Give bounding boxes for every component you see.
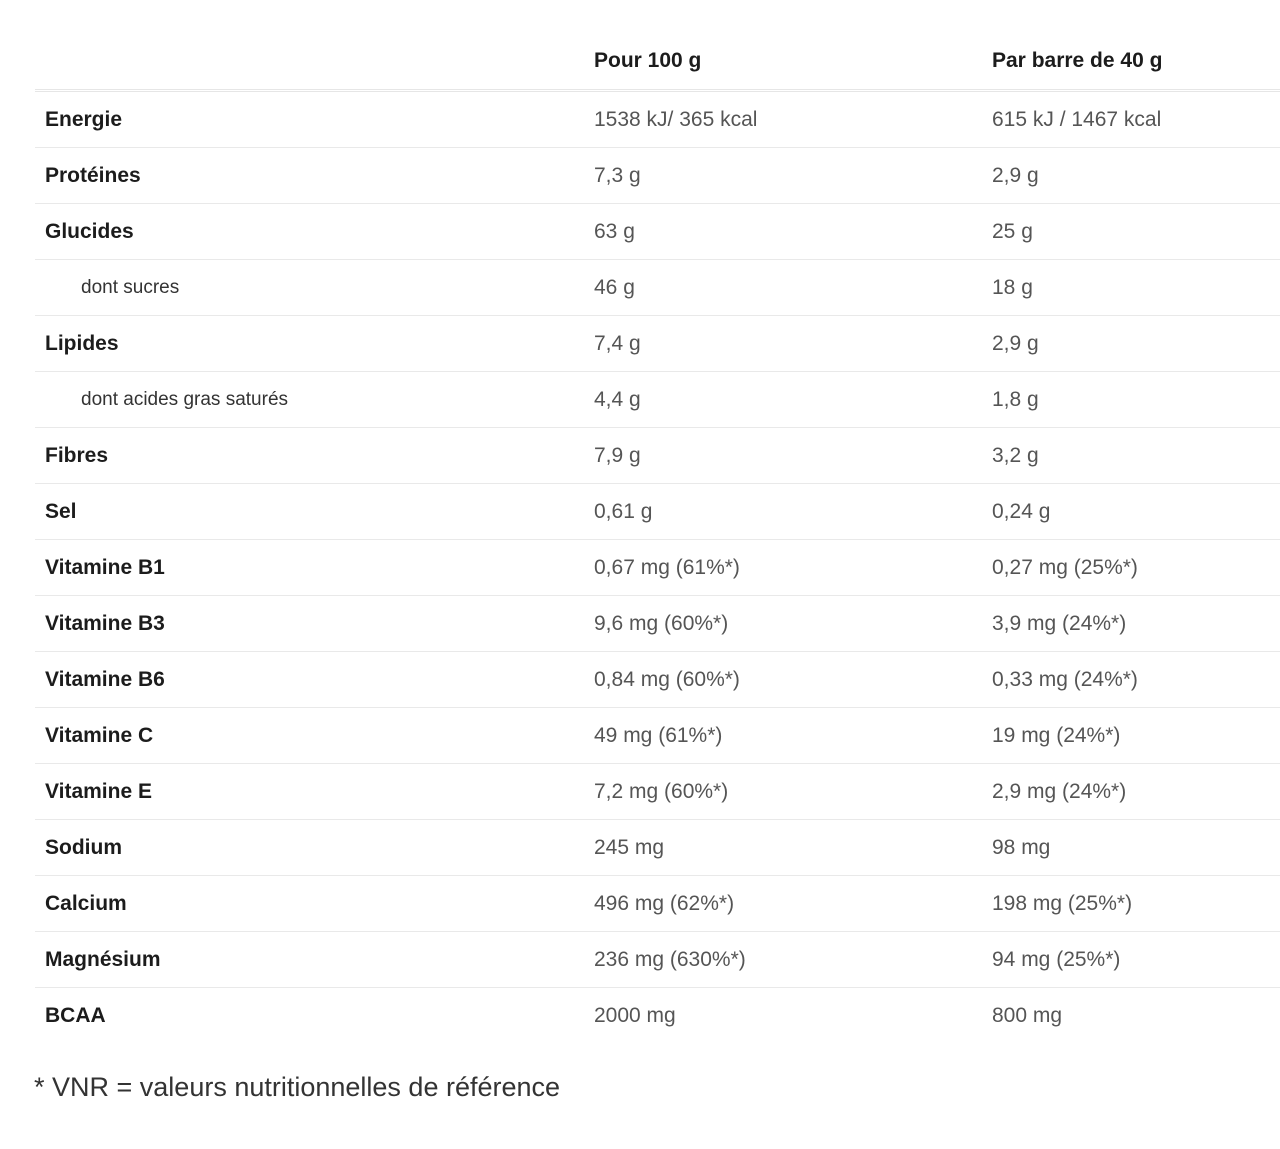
- nutrient-name: Lipides: [35, 316, 583, 372]
- value-per-100g: 2000 mg: [594, 1003, 676, 1027]
- nutrient-name: Fibres: [35, 428, 583, 484]
- value-per-100g: 236 mg (630%*): [583, 932, 981, 988]
- value-per-100g: 245 mg: [583, 820, 981, 876]
- table-row: [35, 372, 1280, 428]
- value-per-bar: 2,9 g: [981, 148, 1280, 204]
- nutrient-name: Vitamine B6: [35, 652, 583, 708]
- table-row: [35, 708, 1280, 764]
- nutrient-name: dont acides gras saturés: [35, 372, 583, 428]
- value-per-bar: 2,9 g: [981, 316, 1280, 372]
- table-row: [35, 932, 1280, 988]
- table-row: [35, 540, 1280, 596]
- table-row: [35, 764, 1280, 820]
- footnote: * VNR = valeurs nutritionnelles de référence: [34, 1072, 561, 1102]
- table-header: [35, 33, 1280, 91]
- nutrient-name: Protéines: [35, 148, 583, 204]
- table-row: [35, 484, 1280, 540]
- value-per-bar: 2,9 mg (24%*): [981, 764, 1280, 820]
- header-nutrient: [35, 33, 583, 91]
- value-per-bar: 0,24 g: [981, 484, 1280, 540]
- value-per-bar: 198 mg (25%*): [981, 876, 1280, 932]
- nutrient-name: Energie: [35, 91, 583, 148]
- header-per-bar: Par barre de 40 g: [981, 33, 1280, 91]
- value-per-100g: 0,67 mg (61%*): [583, 540, 981, 596]
- nutrient-name: Magnésium: [35, 932, 583, 988]
- nutrient-name: Vitamine E: [35, 764, 583, 820]
- value-per-100g: 7,2 mg (60%*): [583, 764, 981, 820]
- table-row: [35, 988, 1280, 1044]
- value-per-bar: 800 mg: [992, 1003, 1063, 1027]
- table-row: [35, 260, 1280, 316]
- nutrient-name: Calcium: [35, 876, 583, 932]
- nutrient-name: Sodium: [35, 820, 583, 876]
- table-row: [35, 148, 1280, 204]
- nutrient-name: dont sucres: [35, 260, 583, 316]
- value-per-100g: 0,84 mg (60%*): [583, 652, 981, 708]
- value-per-100g: 9,6 mg (60%*): [583, 596, 981, 652]
- value-per-bar: 98 mg: [981, 820, 1280, 876]
- nutrient-name: Sel: [35, 484, 583, 540]
- value-per-100g: 4,4 g: [583, 372, 981, 428]
- nutrient-name: Vitamine C: [35, 708, 583, 764]
- value-per-bar: 19 mg (24%*): [981, 708, 1280, 764]
- table-row: [35, 204, 1280, 260]
- value-per-100g: 63 g: [583, 204, 981, 260]
- value-per-bar: 3,9 mg (24%*): [981, 596, 1280, 652]
- value-per-bar: 1,8 g: [981, 372, 1280, 428]
- nutrient-name: BCAA: [45, 1003, 106, 1027]
- table-row: [35, 876, 1280, 932]
- table-row: [35, 596, 1280, 652]
- value-per-100g: 7,9 g: [583, 428, 981, 484]
- table-row: [35, 820, 1280, 876]
- header-per-100g: Pour 100 g: [583, 33, 981, 91]
- value-per-bar: 3,2 g: [981, 428, 1280, 484]
- value-per-100g: 46 g: [583, 260, 981, 316]
- value-per-bar: 18 g: [981, 260, 1280, 316]
- value-per-100g: 7,3 g: [583, 148, 981, 204]
- table-row: [35, 316, 1280, 372]
- nutrition-table: [35, 33, 1280, 1043]
- value-per-bar: 615 kJ / 1467 kcal: [981, 91, 1280, 148]
- value-per-100g: 496 mg (62%*): [583, 876, 981, 932]
- header-row: [35, 33, 1280, 91]
- table-row: [35, 428, 1280, 484]
- value-per-100g: 1538 kJ/ 365 kcal: [583, 91, 981, 148]
- table-row: [35, 91, 1280, 148]
- value-per-bar: 0,27 mg (25%*): [981, 540, 1280, 596]
- value-per-bar: 25 g: [981, 204, 1280, 260]
- value-per-bar: 94 mg (25%*): [981, 932, 1280, 988]
- nutrient-name: Vitamine B3: [35, 596, 583, 652]
- table-row: [35, 652, 1280, 708]
- value-per-100g: 7,4 g: [583, 316, 981, 372]
- value-per-100g: 49 mg (61%*): [583, 708, 981, 764]
- value-per-100g: 0,61 g: [583, 484, 981, 540]
- nutrient-name: Glucides: [35, 204, 583, 260]
- value-per-bar: 0,33 mg (24%*): [981, 652, 1280, 708]
- table-body: [35, 91, 1280, 1044]
- nutrient-name: Vitamine B1: [35, 540, 583, 596]
